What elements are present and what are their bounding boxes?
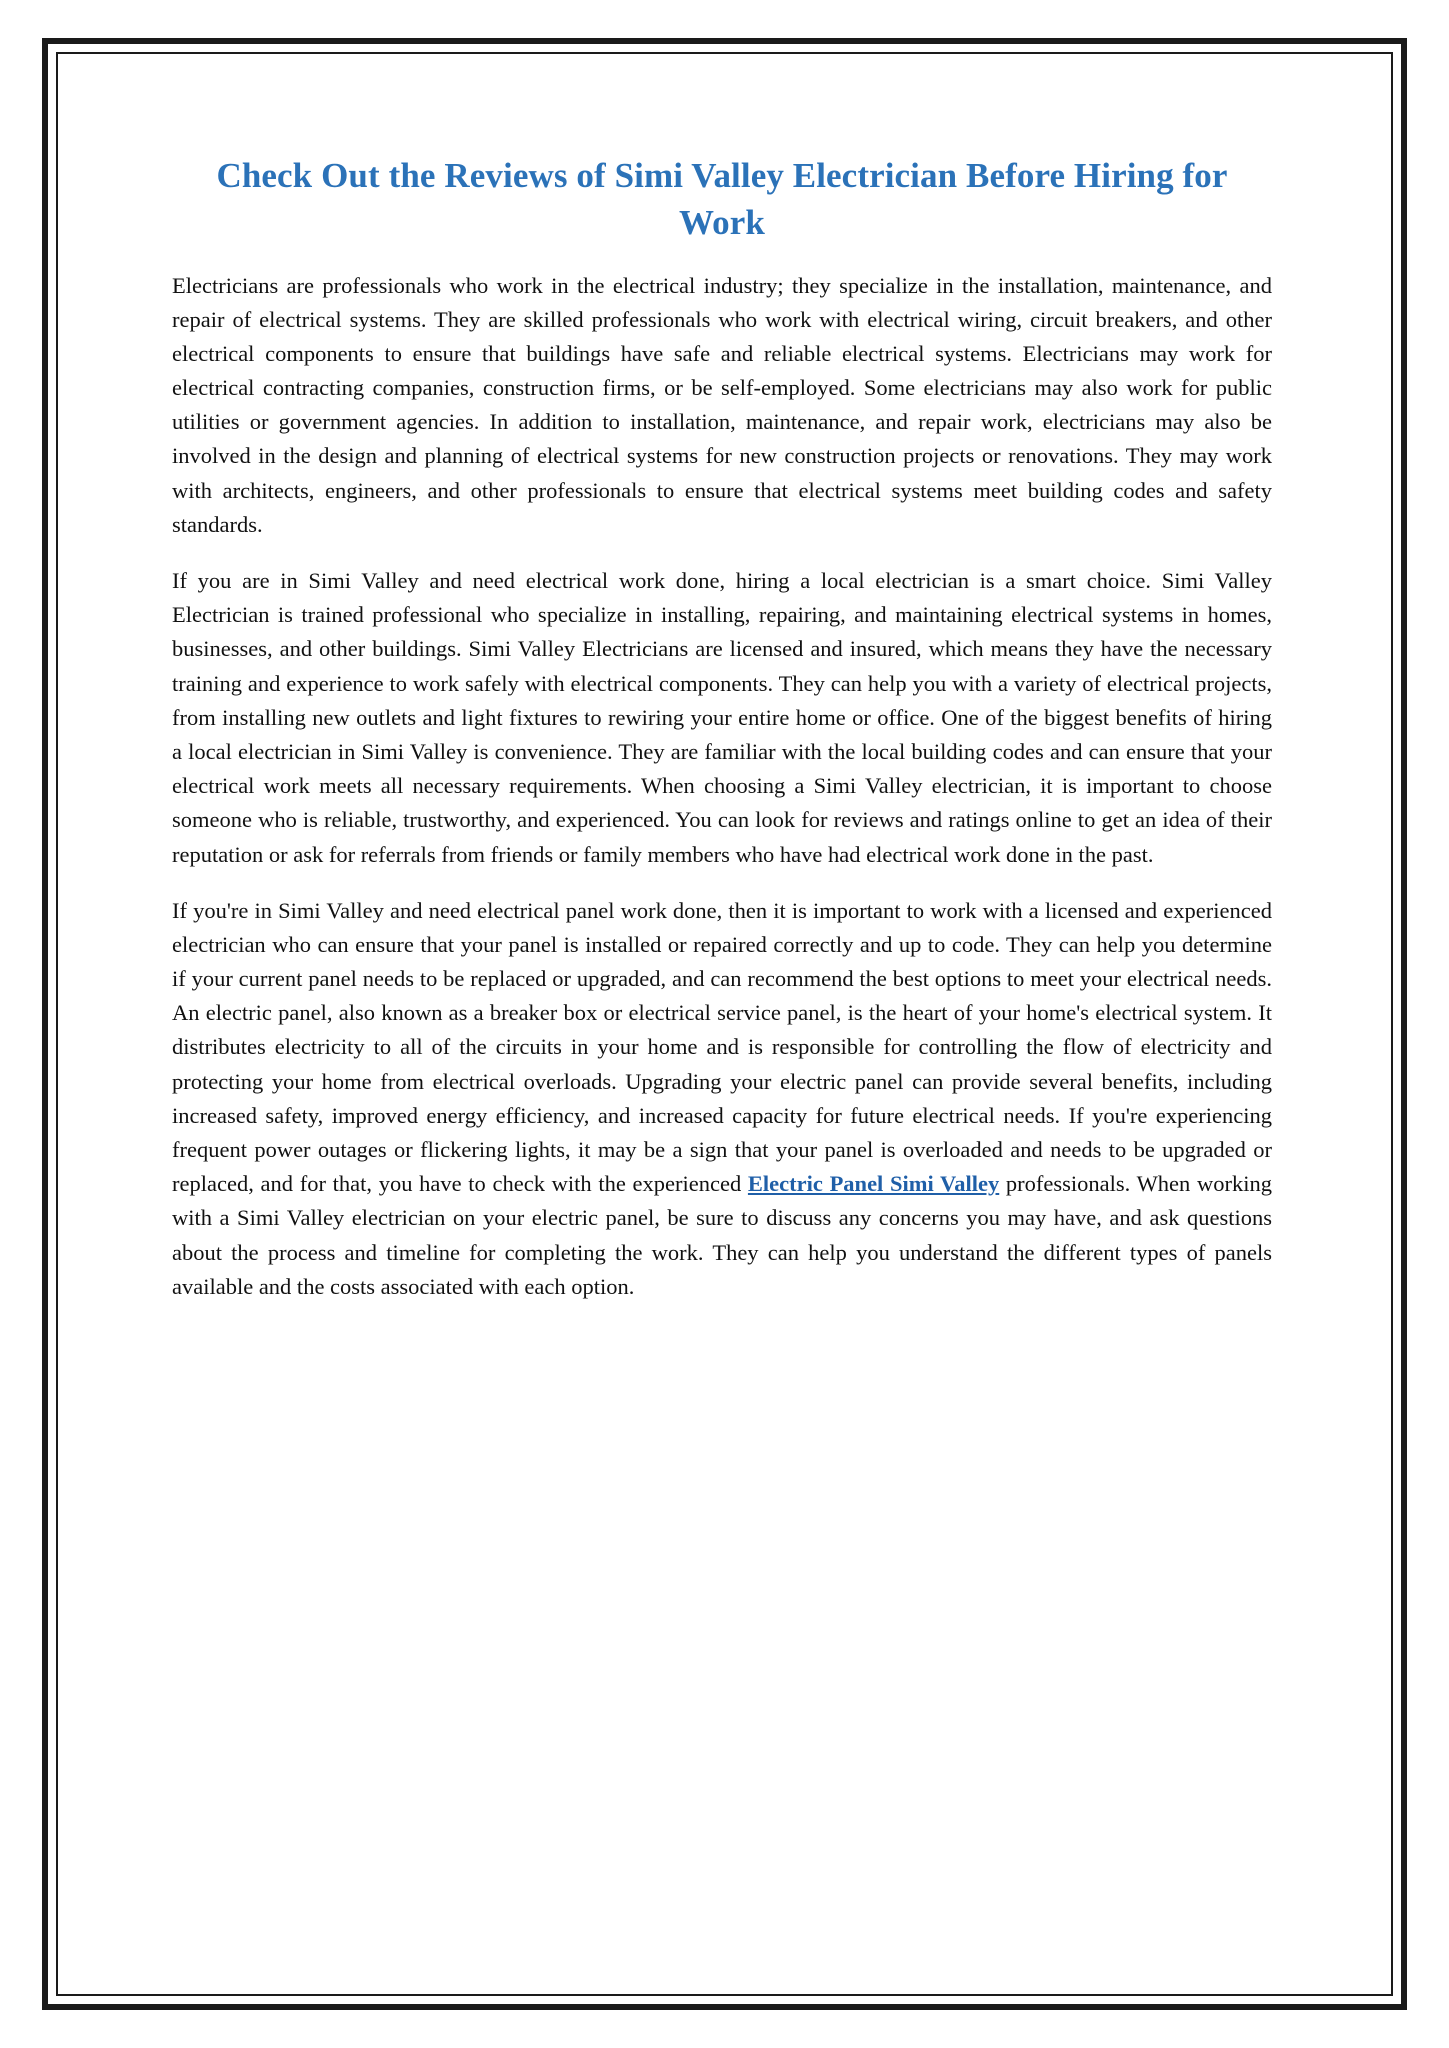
- paragraph-3-text-after-link: professionals. When working with a Simi Valley electrician on your electric panel, be sure to discuss any concerns you may have, and ask questions about the process and timeline for completing the work. They can help you understand the different types of panels available and the costs associated with each option.: [172, 1171, 1272, 1299]
- paragraph-2: If you are in Simi Valley and need electrical work done, hiring a local electrician is a smart choice. Simi Valley Electrician is trained professional who specialize in installing, repairing, and maintaining electrical systems in homes, businesses, and other buildings. Simi Valley Electricians are licensed and insured, which means they have the necessary training and experience to work safely with electrical components. They can help you with a variety of electrical projects, from installing new outlets and light fixtures to rewiring your entire home or office. One of the biggest benefits of hiring a local electrician in Simi Valley is convenience. They are familiar with the local building codes and can ensure that your electrical work meets all necessary requirements. When choosing a Simi Valley electrician, it is important to choose someone who is reliable, trustworthy, and experienced. You can look for reviews and ratings online to get an idea of their reputation or ask for referrals from friends or family members who have had electrical work done in the past.: [172, 568, 1272, 867]
- document-content: [172, 152, 1272, 1304]
- page-title: Check Out the Reviews of Simi Valley Electrician Before Hiring for Work: [216, 156, 1228, 243]
- paragraph-3-text-before-link: If you're in Simi Valley and need electrical panel work done, then it is important to work with a licensed and experienced electrician who can ensure that your panel is installed or repaired correctly and up to code. They can help you determine if your current panel needs to be replaced or upgraded, and can recommend the best options to meet your electrical needs. An electric panel, also known as a breaker box or electrical service panel, is the heart of your home's electrical system. It distributes electricity to all of the circuits in your home and is responsible for controlling the flow of electricity and protecting your home from electrical overloads. Upgrading your electric panel can provide several benefits, including increased safety, improved energy efficiency, and increased capacity for future electrical needs. If you're experiencing frequent power outages or flickering lights, it may be a sign that your panel is overloaded and needs to be upgraded or replaced, and for that, you have to check with the experienced: [172, 897, 1272, 1197]
- electric-panel-simi-valley-link[interactable]: Electric Panel Simi Valley: [747, 1171, 1000, 1197]
- paragraph-1: Electricians are professionals who work in the electrical industry; they specialize in the installation, maintenance, and repair of electrical systems. They are skilled professionals who work with electrical wiring, circuit breakers, and other electrical components to ensure that buildings have safe and reliable electrical systems. Electricians may work for electrical contracting companies, construction firms, or be self-employed. Some electricians may also work for public utilities or government agencies. In addition to installation, maintenance, and repair work, electricians may also be involved in the design and planning of electrical systems for new construction projects or renovations. They may work with architects, engineers, and other professionals to ensure that electrical systems meet building codes and safety standards.: [172, 272, 1272, 537]
- paragraph-3: [172, 894, 1272, 1304]
